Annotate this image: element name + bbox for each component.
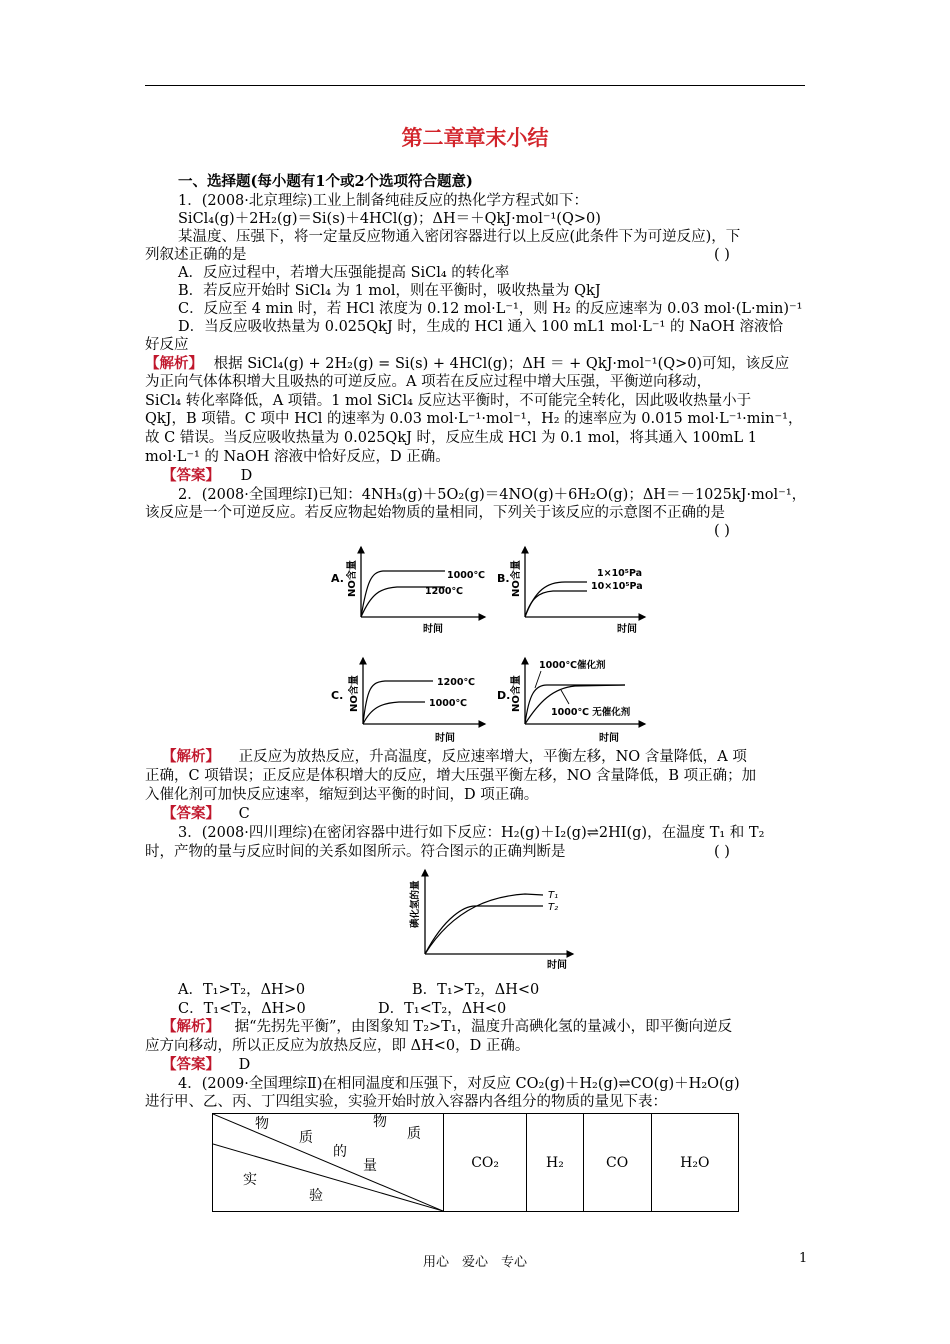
q1-stem: 1．(2008·北京理综)工业上制备纯硅反应的热化学方程式如下： — [178, 193, 589, 209]
q2-stem: 2．(2008·全国理综Ⅰ)已知：4NH₃(g)＋5O₂(g)＝4NO(g)＋6H₂O(g)；ΔH＝－1025kJ·mol⁻¹， — [178, 487, 807, 503]
q4-stem-cont: 进行甲、乙、丙、丁四组实验，实验开始时放入容器内各组分的物质的量见下表： — [145, 1094, 667, 1110]
q1-equation: SiCl₄(g)＋2H₂(g)＝Si(s)＋4HCl(g)；ΔH＝＋QkJ·mol⁻¹(Q>0) — [178, 211, 601, 227]
graph-b-tag: B. — [497, 572, 510, 585]
q1-condition: 某温度、压强下，将一定量反应物通入密闭容器进行以上反应(此条件下为可逆反应)，下 — [178, 229, 741, 245]
y-axis-label: NO含量 — [347, 560, 358, 597]
q3-explanation-line: 应方向移动，所以正反应为放热反应，即 ΔH<0，D 正确。 — [145, 1038, 530, 1054]
y-axis-label: NO含量 — [349, 675, 360, 712]
y-axis-label: NO含量 — [511, 675, 522, 712]
graph-a-top-label: 1000℃ — [447, 570, 485, 581]
diag-char: 物 — [373, 1114, 387, 1130]
footer-motto: 用心 爱心 专心 — [422, 1255, 527, 1270]
y-axis-label: NO含量 — [511, 560, 522, 597]
q1-explanation-line: QkJ，B 项错。C 项中 HCl 的速率为 0.03 mol·L⁻¹·mol⁻¹，H₂ 的速率应为 0.015 mol·L⁻¹·min⁻¹， — [145, 411, 803, 427]
table-header-h2o: H₂O — [651, 1114, 738, 1212]
graph-b-top-label: 1×10⁵Pa — [597, 568, 643, 579]
q1-option-d-cont: 好反应 — [145, 337, 189, 353]
x-axis-label: 时间 — [547, 960, 567, 971]
q3-option-b: B．T₁>T₂，ΔH<0 — [412, 982, 540, 998]
graph-d-bottom-label: 1000℃ 无催化剂 — [551, 707, 631, 718]
q3-explanation-text: 据“先拐先平衡”，由图象知 T₂>T₁，温度升高碘化氢的量减小，即平衡向逆反 — [234, 1019, 733, 1035]
x-axis-label: 时间 — [423, 624, 443, 635]
curve-1000 — [363, 702, 425, 724]
q2-answer: C — [238, 806, 250, 822]
x-axis-label: 时间 — [435, 733, 455, 744]
q3-figure — [405, 866, 580, 975]
diag-char: 的 — [333, 1144, 347, 1160]
q1-option-a: A．反应过程中，若增大压强能提高 SiCl₄ 的转化率 — [178, 265, 510, 281]
q1-answer-blank: ( ) — [714, 247, 730, 263]
graph-c-bottom-label: 1000℃ — [429, 698, 467, 709]
graph-d-tag: D. — [497, 689, 511, 702]
q3-answer: D — [238, 1057, 251, 1073]
diag-char: 质 — [407, 1126, 421, 1142]
q1-explanation-line: 为正向气体体积增大且吸热的可逆反应。A 项若在反应过程中增大压强，平衡逆向移动， — [145, 374, 712, 390]
q4-table — [212, 1113, 739, 1212]
q1-condition-cont: 列叙述正确的是 — [145, 247, 247, 263]
page-number: 1 — [799, 1251, 808, 1266]
t1-label: T₁ — [548, 890, 559, 901]
q1-answer-label: 【答案】 — [162, 467, 220, 484]
q3-stem: 3．(2008·四川理综)在密闭容器中进行如下反应：H₂(g)＋I₂(g)⇌2HI(g)，在温度 T₁ 和 T₂ — [178, 825, 765, 841]
diag-char: 质 — [299, 1130, 313, 1146]
x-axis-label: 时间 — [599, 733, 619, 744]
q2-answer-blank: ( ) — [714, 523, 730, 539]
q1-explanation-line: SiCl₄ 转化率降低，A 项错。1 mol SiCl₄ 反应达平衡时，不可能完全转化，因此吸收热量小于 — [145, 393, 752, 409]
graph-c — [331, 658, 485, 744]
q2-figure — [325, 542, 665, 751]
q1-explanation-label: 【解析】 — [145, 355, 203, 372]
curve-10e5 — [525, 591, 587, 617]
curve-t1 — [425, 894, 543, 954]
q1-explanation-text: 根据 SiCl₄(g) + 2H₂(g) = Si(s) + 4HCl(g)；ΔH ＝ + QkJ·mol⁻¹(Q>0)可知，该反应 — [213, 356, 790, 372]
q3-option-a: A．T₁>T₂，ΔH>0 — [178, 982, 306, 998]
q1-option-b: B．若反应开始时 SiCl₄ 为 1 mol，则在平衡时，吸收热量为 QkJ — [178, 283, 601, 299]
q1-answer: D — [240, 468, 253, 484]
t2-label: T₂ — [548, 902, 559, 913]
diag-char: 物 — [255, 1116, 269, 1132]
graph-a-bottom-label: 1200℃ — [425, 586, 463, 597]
q4-stem: 4．(2009·全国理综Ⅱ)在相同温度和压强下，对反应 CO₂(g)＋H₂(g)⇌CO(g)＋H₂O(g) — [178, 1076, 740, 1092]
graph-a — [331, 547, 485, 635]
q3-stem-cont: 时，产物的量与反应时间的关系如图所示。符合图示的正确判断是 — [145, 844, 566, 860]
table-header-h2: H₂ — [527, 1114, 583, 1212]
q3-answer-label: 【答案】 — [162, 1056, 220, 1073]
q2-stem-cont: 该反应是一个可逆反应。若反应物起始物质的量相同，下列关于该反应的示意图不正确的是 — [145, 505, 725, 521]
diag-char: 验 — [309, 1188, 323, 1204]
graph-a-tag: A. — [331, 572, 344, 585]
q2-explanation-text: 正反应为放热反应，升高温度，反应速率增大，平衡左移，NO 含量降低，A 项 — [238, 749, 747, 765]
graph-b-bottom-label: 10×10⁵Pa — [591, 581, 643, 592]
q3-explanation-label: 【解析】 — [162, 1018, 220, 1035]
y-axis-label: 碘化氢的量 — [410, 880, 421, 928]
table-diagonal-header — [213, 1114, 444, 1212]
q3-option-c: C．T₁<T₂，ΔH>0 — [178, 1001, 306, 1017]
q1-explanation-line: 故 C 错误。当反应吸收热量为 0.025QkJ 时，反应生成 HCl 为 0.1 mol，将其通入 100mL 1 — [145, 430, 758, 446]
q1-explanation-line: mol·L⁻¹ 的 NaOH 溶液中恰好反应，D 正确。 — [145, 449, 450, 465]
x-axis-label: 时间 — [617, 624, 637, 635]
graph-c-top-label: 1200℃ — [437, 677, 475, 688]
q3-option-d: D．T₁<T₂，ΔH<0 — [378, 1001, 507, 1017]
q2-answer-label: 【答案】 — [162, 805, 220, 822]
diag-char: 实 — [243, 1172, 257, 1188]
q2-explanation-label: 【解析】 — [162, 748, 220, 765]
q2-explanation-line: 入催化剂可加快反应速率，缩短到达平衡的时间，D 项正确。 — [145, 787, 539, 803]
table-header-co2: CO₂ — [444, 1114, 527, 1212]
diag-char: 量 — [363, 1158, 377, 1174]
curve-no-catalyst — [525, 685, 625, 724]
graph-c-tag: C. — [331, 689, 344, 702]
q1-option-d: D．当反应吸收热量为 0.025QkJ 时，生成的 HCl 通入 100 mL1 mol·L⁻¹ 的 NaOH 溶液恰 — [178, 319, 784, 335]
header-rule — [145, 85, 805, 86]
curve-t2 — [425, 906, 543, 954]
graph-d-top-label: 1000℃催化剂 — [539, 660, 606, 671]
page-title: 第二章章末小结 — [401, 126, 549, 150]
section-heading: 一、选择题(每小题有1个或2个选项符合题意) — [178, 173, 473, 190]
graph-b — [497, 547, 645, 635]
graph-d — [497, 658, 645, 744]
q2-explanation-line: 正确，C 项错误；正反应是体积增大的反应，增大压强平衡左移，NO 含量降低，B 项正确；加 — [145, 768, 757, 784]
q1-option-c: C．反应至 4 min 时，若 HCl 浓度为 0.12 mol·L⁻¹，则 H₂ 的反应速率为 0.03 mol·(L·min)⁻¹ — [178, 301, 803, 317]
table-header-co: CO — [583, 1114, 651, 1212]
q3-answer-blank: ( ) — [714, 844, 730, 860]
